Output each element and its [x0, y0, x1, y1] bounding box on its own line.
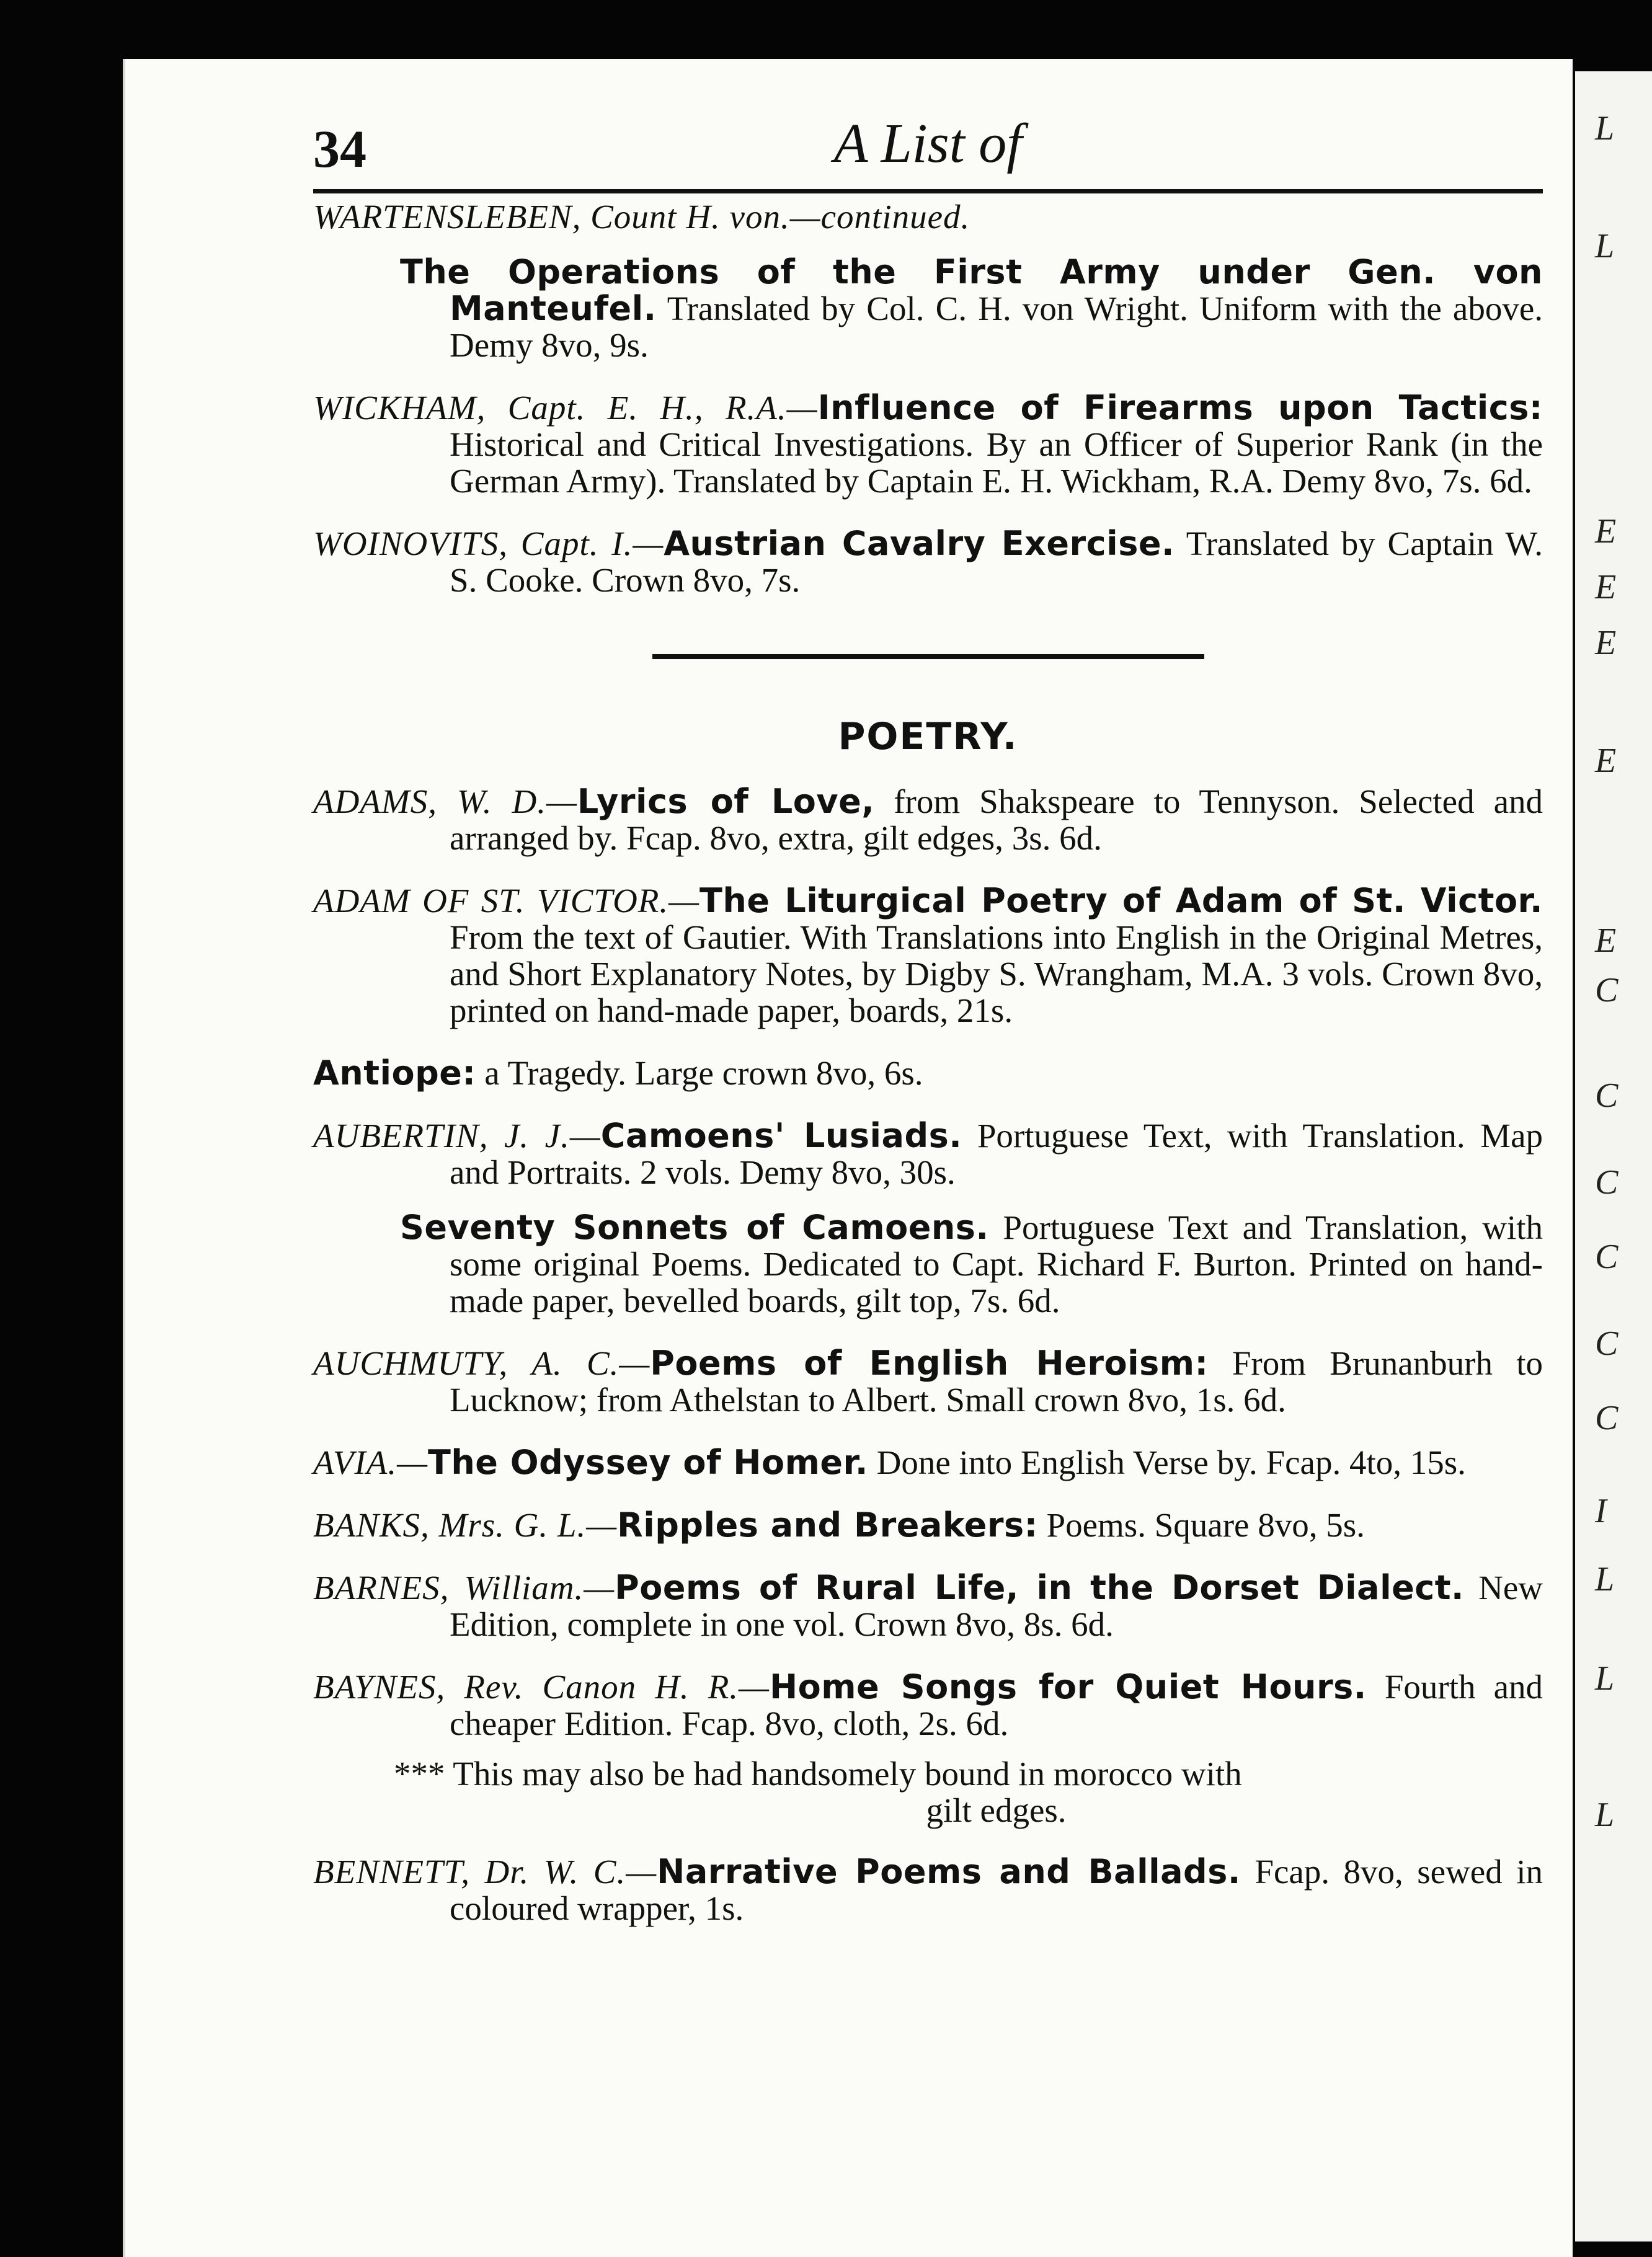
entry-rest: Translated by Captain W. S. Cooke. Crown 8vo, 7s.	[450, 525, 1543, 599]
entry-title: Camoens' Lusiads.	[600, 1116, 962, 1155]
entry-author: BENNETT, Dr. W. C.—	[313, 1853, 657, 1891]
entry-title: Poems of Rural Life, in the Dorset Dialect.	[615, 1568, 1465, 1607]
entry-rest: Historical and Critical Investigations. By an Officer of Superior Rank (in the German Army). Translated by Captain E. H. Wickham, R.A. Demy 8vo, 7s. 6d.	[450, 425, 1543, 500]
entry-author: ADAM OF ST. VICTOR.—	[313, 882, 700, 920]
entry-author: WICKHAM, Capt. E. H., R.A.—	[313, 389, 818, 427]
strip-letter: E	[1595, 921, 1617, 960]
note-mark: ***	[394, 1755, 453, 1793]
entry-title: Influence of Firearms upon Tactics:	[817, 388, 1543, 427]
entry-line	[313, 1444, 1543, 1481]
strip-letter: I	[1595, 1492, 1607, 1530]
sub-rest: Portuguese Text and Translation, with some original Poems. Dedicated to Capt. Richard F. Burton. Printed on hand-made paper, bevelled boards, gilt top, 7s. 6d.	[450, 1208, 1543, 1319]
strip-letter: C	[1595, 1324, 1619, 1363]
entry-author: BARNES, William.—	[313, 1569, 615, 1607]
entries-after	[313, 1853, 1543, 1927]
entry-sub-line	[313, 1209, 1543, 1319]
strip-letter: C	[1595, 971, 1619, 1009]
entry-rest: Portuguese Text, with Translation. Map and Portraits. 2 vols. Demy 8vo, 30s.	[450, 1117, 1543, 1191]
entry-line	[313, 525, 1543, 598]
strip-letter: E	[1595, 624, 1617, 662]
page-content	[313, 99, 1543, 1953]
catalog-entry	[313, 389, 1543, 499]
entry-sub-line	[313, 254, 1543, 363]
entry-author: BAYNES, Rev. Canon H. R.—	[313, 1668, 770, 1706]
entry-line	[313, 1569, 1543, 1643]
strip-letter: C	[1595, 1399, 1619, 1437]
section-heading: POETRY.	[838, 715, 1018, 758]
entry-author: BANKS, Mrs. G. L.—	[313, 1506, 618, 1544]
entry-title: The Liturgical Poetry of Adam of St. Victor.	[699, 881, 1543, 920]
entry-title: Ripples and Breakers:	[617, 1505, 1038, 1545]
entry-rest: From Brunanburh to Lucknow; from Athelstan to Albert. Small crown 8vo, 1s. 6d.	[450, 1344, 1543, 1419]
entry-author: WARTENSLEBEN, Count H. von.—continued.	[313, 198, 970, 236]
strip-letter: E	[1595, 568, 1617, 606]
header-rule	[313, 189, 1543, 193]
catalog-entry	[313, 1117, 1543, 1319]
entry-title: Narrative Poems and Ballads.	[657, 1852, 1241, 1891]
strip-letter: L	[1595, 1796, 1615, 1834]
catalog-entry	[313, 525, 1543, 598]
note-text-last: gilt edges.	[926, 1791, 1067, 1829]
entry-line	[313, 783, 1543, 856]
page-number: 34	[313, 119, 366, 179]
entry-author: ADAMS, W. D.—	[313, 783, 577, 820]
catalog-entry	[313, 1444, 1543, 1481]
catalog-entry	[313, 1669, 1543, 1742]
sub-rest: Translated by Col. C. H. von Wright. Uniform with the above. Demy 8vo, 9s.	[450, 290, 1543, 364]
entry-line	[313, 1669, 1543, 1742]
sub-title: Seventy Sonnets of Camoens.	[400, 1208, 989, 1247]
catalog-entry	[313, 198, 1543, 363]
entry-rest: New Edition, complete in one vol. Crown 8vo, 8s. 6d.	[450, 1569, 1543, 1643]
adjacent-page-edge	[1575, 71, 1652, 2241]
strip-letter: L	[1595, 109, 1615, 148]
strip-letter: L	[1595, 227, 1615, 265]
strip-letter: E	[1595, 512, 1617, 551]
entry-title: Lyrics of Love,	[577, 782, 875, 821]
sub-title: The Operations of the First Army under Gen. von Manteufel.	[400, 252, 1543, 328]
entry-rest: Poems. Square 8vo, 5s.	[1037, 1506, 1365, 1544]
section-divider	[652, 654, 1204, 659]
entries-before	[313, 198, 1543, 598]
strip-letter: E	[1595, 742, 1617, 780]
entry-rest: Done into English Verse by. Fcap. 4to, 15s.	[868, 1443, 1466, 1481]
entry-line	[313, 882, 1543, 1029]
catalog-entry	[313, 882, 1543, 1029]
entry-line	[313, 1345, 1543, 1418]
entry-author: AUCHMUTY, A. C.—	[313, 1344, 651, 1382]
strip-letter: C	[1595, 1076, 1619, 1115]
catalog-entry	[313, 1853, 1543, 1927]
catalog-entry	[313, 1569, 1543, 1643]
entry-rest: From the text of Gautier. With Translations into English in the Original Metres, and Short Explanatory Notes, by Digby S. Wrangham, M.A. 3 vols. Crown 8vo, printed on hand-made paper, boards, 21s.	[450, 918, 1543, 1029]
entry-line	[313, 389, 1543, 499]
entry-line	[313, 1853, 1543, 1927]
entry-title: Austrian Cavalry Exercise.	[664, 524, 1175, 563]
entry-author: AVIA.—	[313, 1443, 429, 1481]
entry-title: Home Songs for Quiet Hours.	[769, 1667, 1367, 1706]
entry-line	[313, 198, 1543, 235]
entry-author: WOINOVITS, Capt. I.—	[313, 525, 664, 562]
entry-line	[313, 1055, 1543, 1091]
catalog-entry	[313, 1507, 1543, 1543]
entry-line	[313, 1507, 1543, 1543]
entry-title: The Odyssey of Homer.	[428, 1443, 868, 1482]
entries-poetry	[313, 783, 1543, 1742]
strip-letter: C	[1595, 1163, 1619, 1202]
entry-title: Poems of English Heroism:	[650, 1344, 1209, 1383]
running-title: A List of	[833, 113, 1023, 174]
entry-rest: from Shakspeare to Tennyson. Selected and arranged by. Fcap. 8vo, extra, gilt edges, 3s. 6d.	[450, 783, 1543, 857]
entry-author: AUBERTIN, J. J.—	[313, 1117, 601, 1155]
entry-title: Antiope:	[313, 1053, 476, 1093]
strip-letter: L	[1595, 1560, 1615, 1599]
note-text: This may also be had handsomely bound in morocco with	[453, 1755, 1242, 1793]
note	[313, 1755, 1543, 1829]
catalog-entry	[313, 1345, 1543, 1418]
catalog-entry	[313, 783, 1543, 856]
page-header	[313, 99, 1543, 198]
entry-line	[313, 1117, 1543, 1191]
strip-letter: C	[1595, 1238, 1619, 1276]
entry-rest: Fourth and cheaper Edition. Fcap. 8vo, cloth, 2s. 6d.	[450, 1668, 1543, 1742]
strip-letter: L	[1595, 1659, 1615, 1698]
entry-rest: a Tragedy. Large crown 8vo, 6s.	[476, 1054, 923, 1092]
entry-rest: Fcap. 8vo, sewed in coloured wrapper, 1s.	[450, 1853, 1543, 1927]
catalog-entry	[313, 1055, 1543, 1091]
